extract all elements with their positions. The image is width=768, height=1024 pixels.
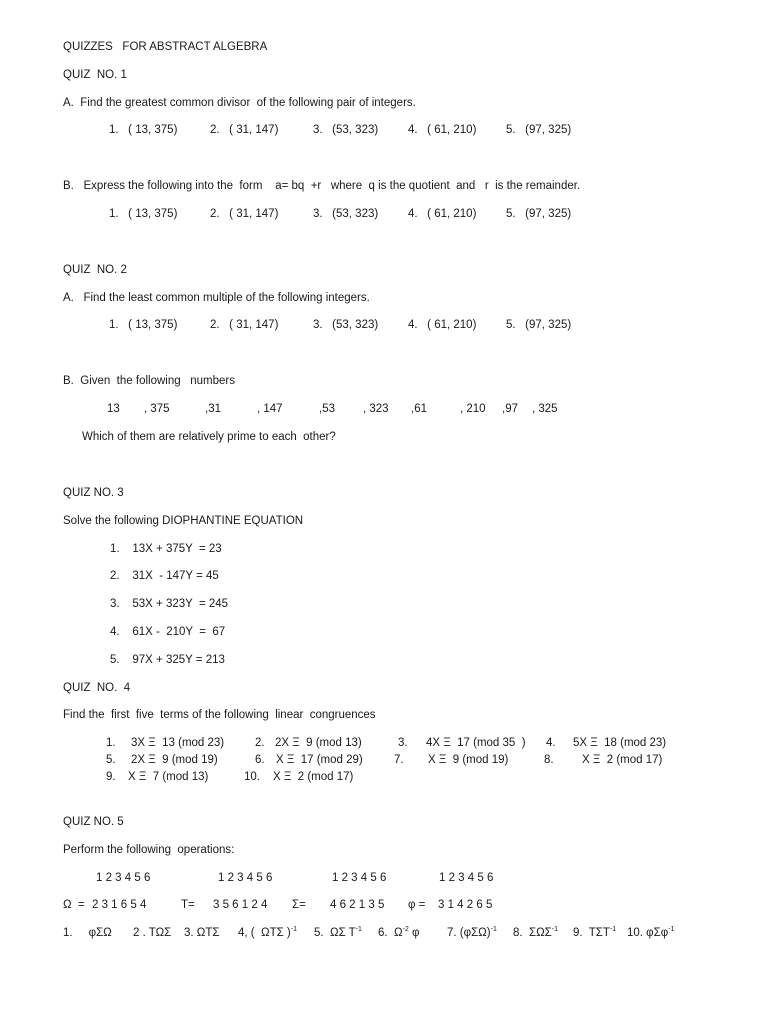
quiz3-instruction: Solve the following DIOPHANTINE EQUATION	[63, 515, 304, 527]
item-number: 3.	[398, 737, 408, 749]
permutation-top-row: 1 2 3 4 5 6	[439, 872, 494, 884]
congruence-item: 2X Ξ 9 (mod 19)	[131, 754, 218, 766]
quiz1-part-a-text: A. Find the greatest common divisor of the following pair of integers.	[63, 97, 416, 109]
operation-item: 1. φΣΩ	[63, 927, 112, 939]
congruence-item: X Ξ 7 (mod 13)	[128, 771, 209, 783]
list-item: 3. (53, 323)	[313, 208, 379, 220]
permutation-top-row: 1 2 3 4 5 6	[96, 872, 151, 884]
list-item: 4. ( 61, 210)	[408, 208, 477, 220]
list-item: 1. ( 13, 375)	[109, 208, 178, 220]
equation-item: 1. 13X + 375Y = 23	[110, 543, 222, 555]
number-item: , 325	[532, 403, 558, 415]
list-item: 2. ( 31, 147)	[210, 124, 279, 136]
item-number: 2.	[255, 737, 265, 749]
item-number: 7.	[394, 754, 404, 766]
quiz3-heading: QUIZ NO. 3	[63, 487, 124, 499]
quiz2-heading: QUIZ NO. 2	[63, 264, 127, 276]
list-item: 2. ( 31, 147)	[210, 208, 279, 220]
list-item: 5. (97, 325)	[506, 208, 572, 220]
equation-item: 5. 97X + 325Y = 213	[110, 654, 225, 666]
list-item: 5. (97, 325)	[506, 319, 572, 331]
item-number: 8.	[544, 754, 554, 766]
quiz1-heading: QUIZ NO. 1	[63, 69, 127, 81]
congruence-item: 5X Ξ 18 (mod 23)	[573, 737, 667, 749]
operation-item: 7. $(\varphi\Sigma\Omega)^{-1}$	[447, 926, 497, 939]
congruence-item: X Ξ 9 (mod 19)	[428, 754, 509, 766]
list-item: 4. ( 61, 210)	[408, 124, 477, 136]
operation-item: 10. φΣφ$^{-1}$	[627, 926, 675, 939]
equation-item: 4. 61X - 210Y = 67	[110, 626, 226, 638]
tau-row: 3 5 6 1 2 4	[213, 899, 268, 911]
number-item: , 210	[460, 403, 486, 415]
sigma-label: Σ=	[292, 899, 306, 911]
list-item: 4. ( 61, 210)	[408, 319, 477, 331]
congruence-item: 2X Ξ 9 (mod 13)	[275, 737, 362, 749]
document-title: QUIZZES FOR ABSTRACT ALGEBRA	[63, 41, 268, 53]
operation-item: 4, ( ΩΤΣ )$^{-1}$	[238, 926, 297, 939]
item-number: 9.	[106, 771, 116, 783]
quiz5-instruction: Perform the following operations:	[63, 844, 235, 856]
congruence-item: X Ξ 2 (mod 17)	[582, 754, 663, 766]
item-number: 5.	[106, 754, 116, 766]
number-item: 13	[107, 403, 120, 415]
permutation-top-row: 1 2 3 4 5 6	[332, 872, 387, 884]
operation-item: 3. ΩΤΣ	[184, 927, 220, 939]
quiz4-instruction: Find the first five terms of the following linear congruences	[63, 709, 376, 721]
permutation-top-row: 1 2 3 4 5 6	[218, 872, 273, 884]
phi-row: 3 1 4 2 6 5	[438, 899, 493, 911]
congruence-item: X Ξ 2 (mod 17)	[273, 771, 354, 783]
quiz2-part-a-text: A. Find the least common multiple of the following integers.	[63, 292, 370, 304]
item-number: 1.	[106, 737, 116, 749]
number-item: , 375	[144, 403, 170, 415]
omega-label: Ω =	[63, 899, 85, 911]
number-item: , 323	[363, 403, 389, 415]
item-number: 6.	[255, 754, 265, 766]
list-item: 3. (53, 323)	[313, 124, 379, 136]
operation-item: 6. $\Omega^{-2}$ φ	[378, 926, 420, 939]
sigma-row: 4 6 2 1 3 5	[330, 899, 385, 911]
congruence-item: 4X Ξ 17 (mod 35 )	[426, 737, 526, 749]
item-number: 4.	[546, 737, 556, 749]
list-item: 1. ( 13, 375)	[109, 124, 178, 136]
quiz2-question: Which of them are relatively prime to each other?	[82, 431, 336, 443]
congruence-item: 3X Ξ 13 (mod 23)	[131, 737, 225, 749]
list-item: 2. ( 31, 147)	[210, 319, 279, 331]
number-item: , 147	[257, 403, 283, 415]
number-item: ,97	[502, 403, 518, 415]
quiz5-heading: QUIZ NO. 5	[63, 816, 124, 828]
list-item: 3. (53, 323)	[313, 319, 379, 331]
congruence-item: X Ξ 17 (mod 29)	[276, 754, 363, 766]
equation-item: 2. 31X - 147Y = 45	[110, 570, 219, 582]
equation-item: 3. 53X + 323Y = 245	[110, 598, 229, 610]
operation-item: 5. ΩΣ $T^{-1}$	[314, 926, 362, 939]
number-item: ,61	[411, 403, 427, 415]
item-number: 10.	[244, 771, 260, 783]
list-item: 5. (97, 325)	[506, 124, 572, 136]
quiz4-heading: QUIZ NO. 4	[63, 682, 131, 694]
operation-item: 2 . ΤΩΣ	[133, 927, 172, 939]
operation-item: 9. $T\Sigma T^{-1}$	[573, 926, 617, 939]
phi-label: φ =	[408, 899, 426, 911]
quiz2-part-b-text: B. Given the following numbers	[63, 375, 235, 387]
number-item: ,31	[205, 403, 221, 415]
number-item: ,53	[319, 403, 335, 415]
quiz1-part-b-text: B. Express the following into the form a= bq +r where q is the quotient and r is the remainder.	[63, 180, 581, 192]
omega-row: 2 3 1 6 5 4	[92, 899, 147, 911]
tau-label: T=	[181, 899, 195, 911]
list-item: 1. ( 13, 375)	[109, 319, 178, 331]
operation-item: 8. $\Sigma\Omega\Sigma^{-1}$	[513, 926, 559, 939]
